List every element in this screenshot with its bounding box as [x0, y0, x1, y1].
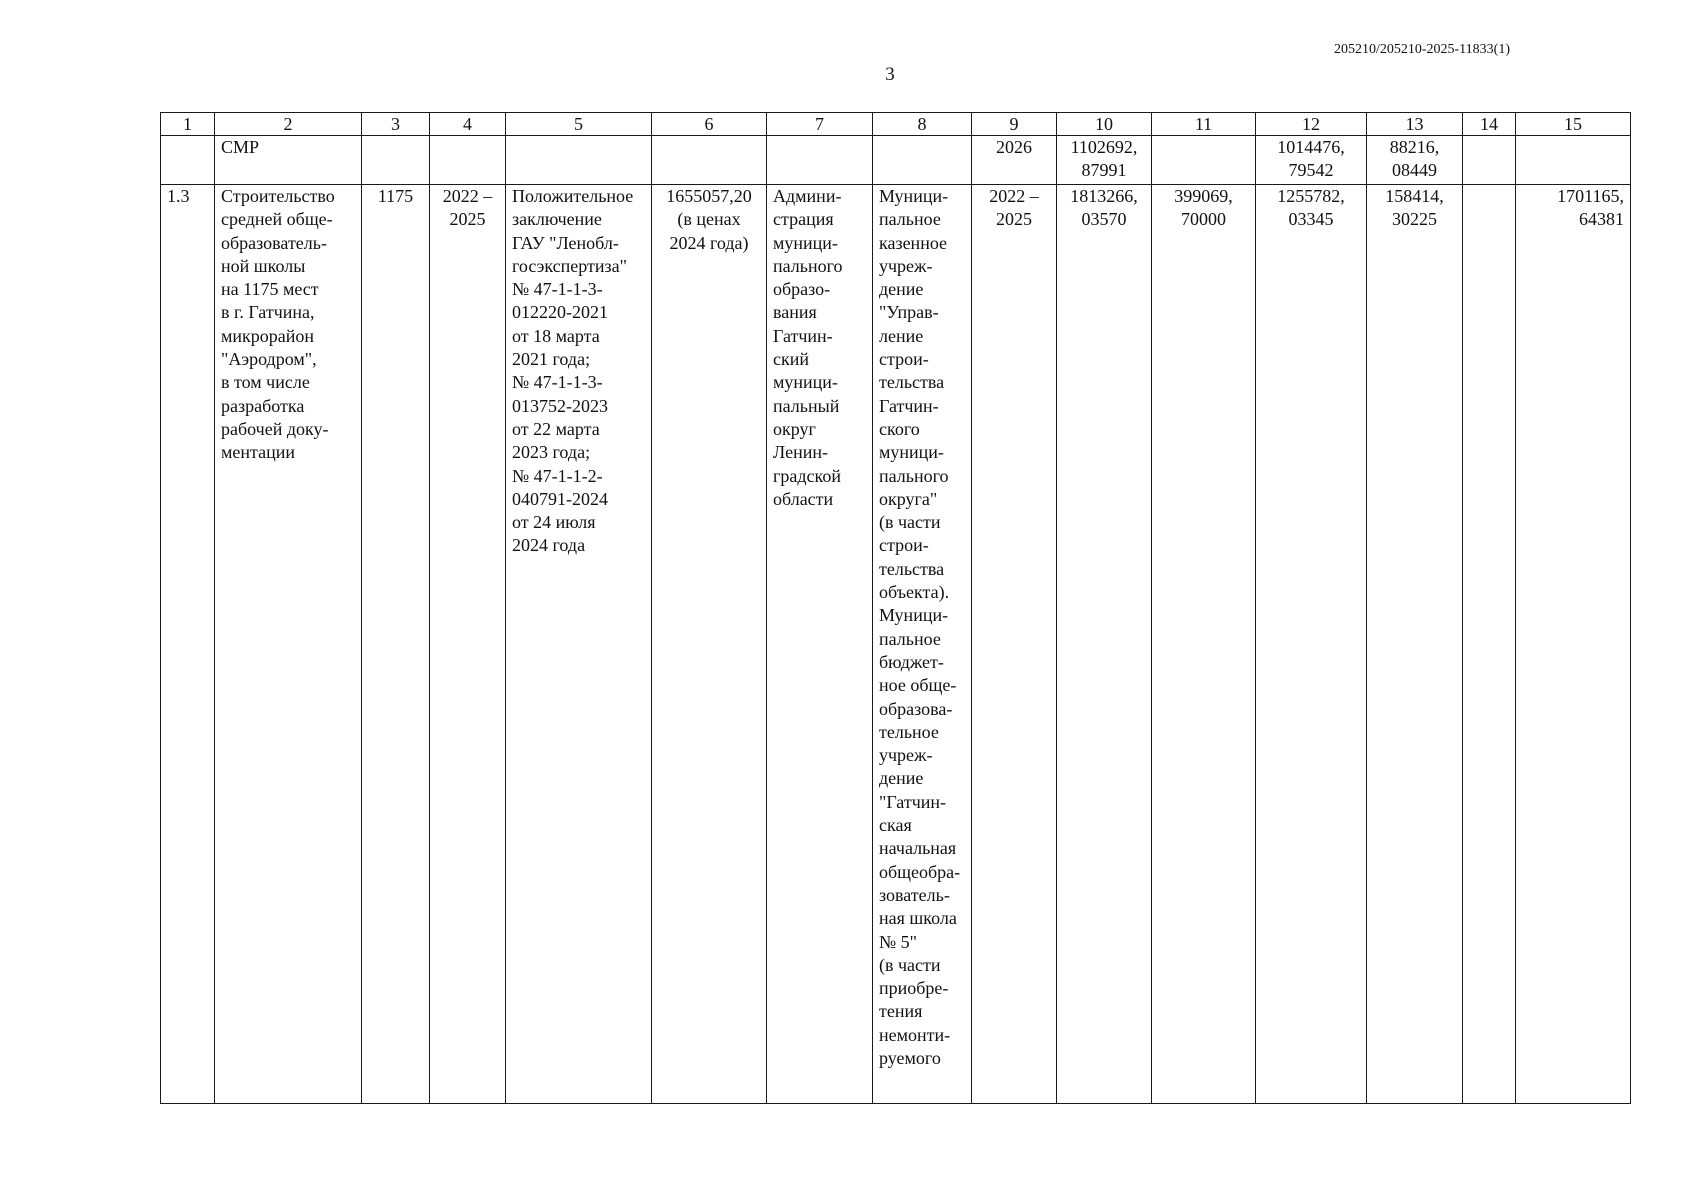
row-number-cell: 1.3	[161, 185, 215, 1104]
column-number-cell: 12	[1256, 113, 1367, 136]
amount-cell: 1255782, 03345	[1256, 185, 1367, 1104]
investment-objects-table	[160, 112, 1631, 1104]
document-registration-number: 205210/205210-2025-11833(1)	[1333, 42, 1510, 57]
expertise-conclusion-cell	[506, 136, 652, 185]
page-number: 3	[885, 64, 895, 85]
column-number-cell: 1	[161, 113, 215, 136]
object-name-cell: СМР	[215, 136, 362, 185]
amount-cell	[1152, 136, 1256, 185]
amount-cell	[1516, 136, 1631, 185]
amount-cell: 1014476, 79542	[1256, 136, 1367, 185]
amount-cell: 88216, 08449	[1367, 136, 1463, 185]
column-number-cell: 3	[362, 113, 430, 136]
construction-period-cell	[430, 136, 506, 185]
financing-year-cell: 2026	[972, 136, 1057, 185]
estimated-cost-cell	[652, 136, 767, 185]
administrator-cell	[767, 136, 873, 185]
construction-period-cell: 2022 – 2025	[430, 185, 506, 1104]
column-number-cell: 14	[1463, 113, 1516, 136]
column-number-cell: 4	[430, 113, 506, 136]
column-number-cell: 11	[1152, 113, 1256, 136]
customer-cell	[873, 136, 972, 185]
amount-cell	[1463, 185, 1516, 1104]
amount-cell	[1463, 136, 1516, 185]
column-number-cell: 10	[1057, 113, 1152, 136]
column-number-row	[161, 113, 1631, 136]
amount-cell: 399069, 70000	[1152, 185, 1256, 1104]
table-row	[161, 185, 1631, 1104]
column-number-cell: 5	[506, 113, 652, 136]
customer-cell: Муници- пальное казенное учреж- дение "Управ- ление строи- тельства Гатчин- ского муници- пального округа" (в части строи- тельства объекта). Муници- пальное бюджет- ное обще- образова- тельное учреж- дение "Гатчин- ская начальная общеобра- зователь- ная школа № 5" (в части приобре- тения немонти- руемого	[873, 185, 972, 1104]
column-number-cell: 6	[652, 113, 767, 136]
row-number-cell	[161, 136, 215, 185]
column-number-cell: 15	[1516, 113, 1631, 136]
table-row	[161, 136, 1631, 185]
administrator-cell: Админи- страция муници- пального образо- вания Гатчин- ский муници- пальный округ Ленин- градской области	[767, 185, 873, 1104]
amount-cell: 158414, 30225	[1367, 185, 1463, 1104]
amount-cell: 1701165, 64381	[1516, 185, 1631, 1104]
total-amount-cell: 1813266, 03570	[1057, 185, 1152, 1104]
column-number-cell: 2	[215, 113, 362, 136]
expertise-conclusion-cell: Положительное заключение ГАУ "Ленобл- госэкспертиза" № 47-1-1-3- 012220-2021 от 18 марта 2021 года; № 47-1-1-3- 013752-2023 от 22 марта 2023 года; № 47-1-1-2- 040791-2024 от 24 июля 2024 года	[506, 185, 652, 1104]
column-number-cell: 7	[767, 113, 873, 136]
total-amount-cell: 1102692, 87991	[1057, 136, 1152, 185]
capacity-cell: 1175	[362, 185, 430, 1104]
capacity-cell	[362, 136, 430, 185]
estimated-cost-cell: 1655057,20 (в ценах 2024 года)	[652, 185, 767, 1104]
column-number-cell: 13	[1367, 113, 1463, 136]
column-number-cell: 8	[873, 113, 972, 136]
object-name-cell: Строительство средней обще- образователь- ной школы на 1175 мест в г. Гатчина, микрорайон "Аэродром", в том числе разработка рабочей доку- ментации	[215, 185, 362, 1104]
column-number-cell: 9	[972, 113, 1057, 136]
financing-year-cell: 2022 – 2025	[972, 185, 1057, 1104]
